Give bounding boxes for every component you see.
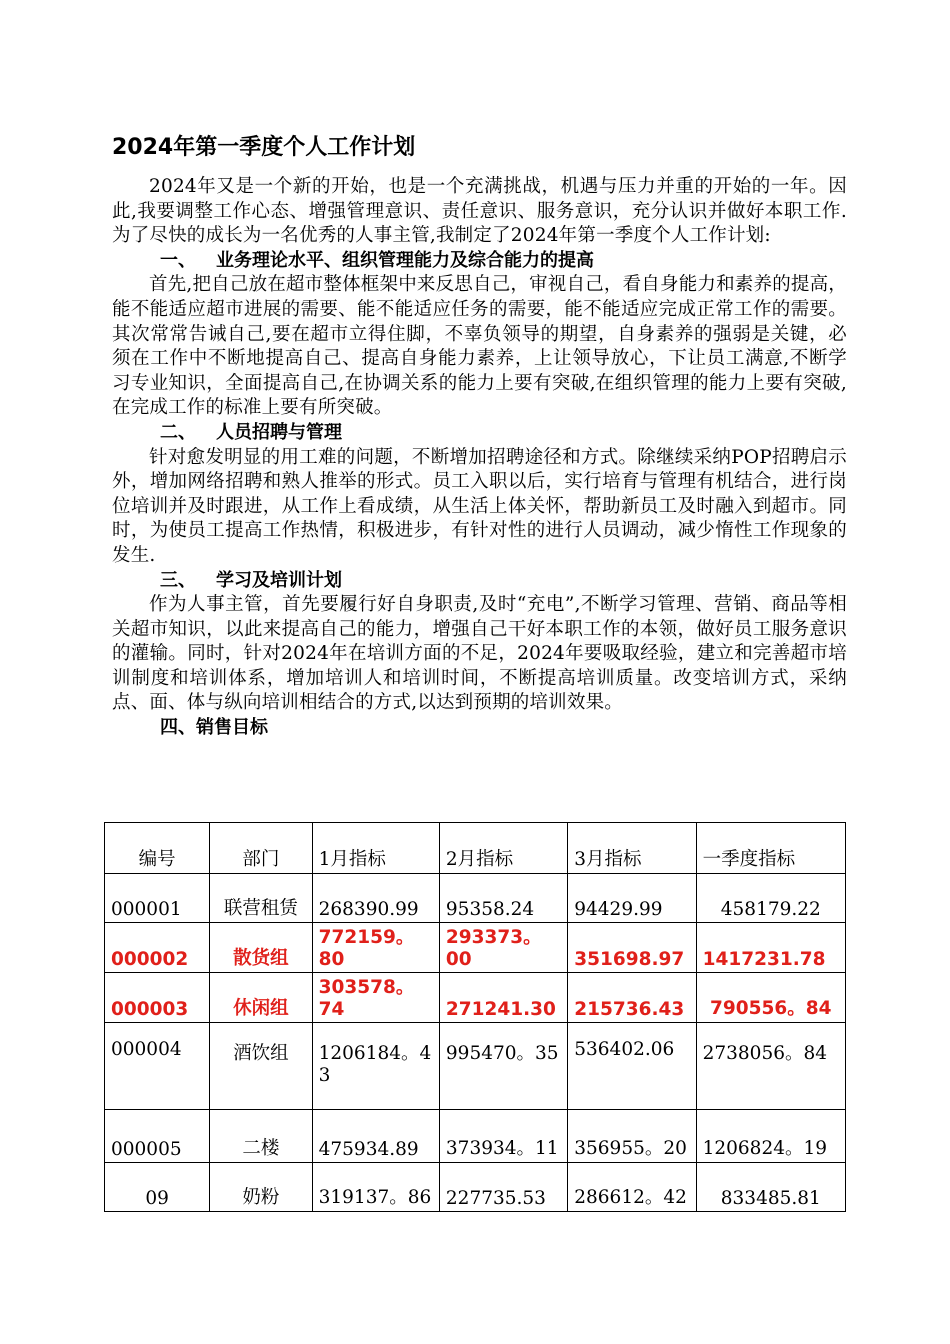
header-cell-q1: 一季度指标 <box>696 823 845 874</box>
cell-m1: 772159。80 <box>312 923 439 973</box>
section-title-2: 人员招聘与管理 <box>216 421 342 443</box>
cell-m2: 293373。00 <box>439 923 567 973</box>
cell-q1: 790556。84 <box>696 973 845 1023</box>
cell-q1: 1206824。19 <box>696 1110 845 1163</box>
cell-m2: 271241.30 <box>439 973 567 1023</box>
cell-dept: 联营租赁 <box>210 874 312 923</box>
section-number-1: 一、 <box>160 249 196 271</box>
cell-m1: 319137。86 <box>312 1163 439 1212</box>
sales-target-table <box>104 822 846 1212</box>
cell-m1: 303578。74 <box>312 973 439 1023</box>
cell-dept: 散货组 <box>210 923 312 973</box>
header-cell-m2: 2月指标 <box>439 823 567 874</box>
cell-dept: 休闲组 <box>210 973 312 1023</box>
cell-m1: 475934.89 <box>312 1110 439 1163</box>
table-row <box>105 1023 846 1110</box>
table-row <box>105 1110 846 1163</box>
section-heading-1 <box>112 249 847 274</box>
cell-m3: 94429.99 <box>568 874 696 923</box>
cell-m1: 1206184。43 <box>312 1023 439 1110</box>
header-cell-dept: 部门 <box>210 823 312 874</box>
cell-m1: 268390.99 <box>312 874 439 923</box>
cell-id: 09 <box>105 1163 210 1212</box>
cell-q1: 1417231.78 <box>696 923 845 973</box>
section-number-3: 三、 <box>160 569 196 591</box>
section-title-1: 业务理论水平、组织管理能力及综合能力的提高 <box>216 249 594 271</box>
table-row <box>105 874 846 923</box>
cell-m2: 227735.53 <box>439 1163 567 1212</box>
table-row <box>105 1163 846 1212</box>
section-number-2: 二、 <box>160 421 196 443</box>
cell-id: 000003 <box>105 973 210 1023</box>
document-title: 2024年第一季度个人工作计划 <box>112 135 416 160</box>
section-heading-2 <box>112 421 847 446</box>
header-cell-id: 编号 <box>105 823 210 874</box>
table-row-highlighted <box>105 973 846 1023</box>
section-body-2: 针对愈发明显的用工难的问题，不断增加招聘途径和方式。除继续采纳POP招聘启示外，增加网络招聘和熟人推举的形式。员工入职以后，实行培育与管理有机结合，进行岗位培训并及时跟进，从工作上看成绩，从生活上体关怀，帮助新员工及时融入到超市。同时，为使员工提高工作热情，积极进步，有针对性的进行人员调动，减少惰性工作现象的发生. <box>112 446 847 566</box>
cell-m3: 351698.97 <box>568 923 696 973</box>
cell-dept: 二楼 <box>210 1110 312 1163</box>
cell-id: 000004 <box>105 1023 210 1110</box>
cell-q1: 2738056。84 <box>696 1023 845 1110</box>
cell-m3: 215736.43 <box>568 973 696 1023</box>
cell-q1: 458179.22 <box>696 874 845 923</box>
section-heading-3 <box>112 569 847 594</box>
document-page <box>112 133 847 741</box>
cell-dept: 酒饮组 <box>210 1023 312 1110</box>
table-row-highlighted <box>105 923 846 973</box>
header-cell-m1: 1月指标 <box>312 823 439 874</box>
cell-m3: 536402.06 <box>568 1023 696 1110</box>
section-body-3: 作为人事主管，首先要履行好自身职责,及时“充电”,不断学习管理、营销、商品等相关超市知识，以此来提高自己的能力，增强自己干好本职工作的本领，做好员工服务意识的灌输。同时，针对2024年在培训方面的不足，2024年要吸取经验，建立和完善超市培训制度和培训体系，增加培训人和培训时间，不断提高培训质量。改变培训方式，采纳点、面、体与纵向培训相结合的方式,以达到预期的培训效果。 <box>112 594 847 714</box>
header-cell-m3: 3月指标 <box>568 823 696 874</box>
cell-id: 000005 <box>105 1110 210 1163</box>
cell-id: 000002 <box>105 923 210 973</box>
cell-id: 000001 <box>105 874 210 923</box>
intro-paragraph: 2024年又是一个新的开始，也是一个充满挑战，机遇与压力并重的开始的一年。因此,我要调整工作心态、增强管理意识、责任意识、服务意识，充分认识并做好本职工作.为了尽快的成长为一名优秀的人事主管,我制定了2024年第一季度个人工作计划: <box>112 176 847 247</box>
cell-m2: 95358.24 <box>439 874 567 923</box>
cell-m2: 995470。35 <box>439 1023 567 1110</box>
section-body-1: 首先,把自己放在超市整体框架中来反思自己，审视自己，看自身能力和素养的提高，能不能适应超市进展的需要、能不能适应任务的需要，能不能适应完成正常工作的需要。其次常常告诫自己,要在超市立得住脚，不辜负领导的期望，自身素养的强弱是关键，必须在工作中不断地提高自己、提高自身能力素养，上让领导放心，下让员工满意,不断学习专业知识，全面提高自己,在协调关系的能力上要有突破,在组织管理的能力上要有突破,在完成工作的标准上要有所突破。 <box>112 274 847 419</box>
cell-dept: 奶粉 <box>210 1163 312 1212</box>
section-title-3: 学习及培训计划 <box>216 569 342 591</box>
cell-m3: 356955。20 <box>568 1110 696 1163</box>
cell-q1: 833485.81 <box>696 1163 845 1212</box>
section-heading-4: 四、销售目标 <box>160 717 268 739</box>
table-header-row <box>105 823 846 874</box>
cell-m2: 373934。11 <box>439 1110 567 1163</box>
cell-m3: 286612。42 <box>568 1163 696 1212</box>
